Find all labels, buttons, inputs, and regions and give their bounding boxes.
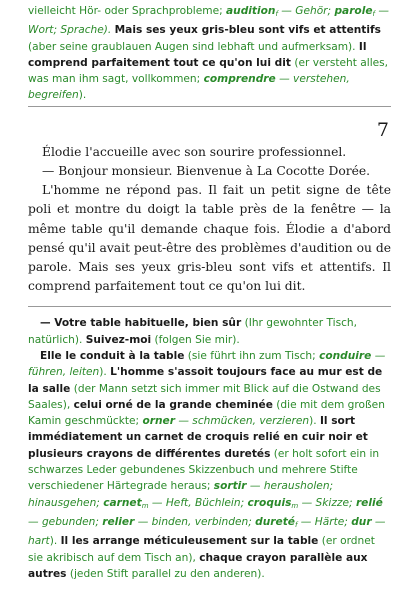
gloss-text: (jeden Stift parallel zu den anderen).: [66, 567, 265, 580]
french-phrase: Mais ses yeux gris-bleu sont vifs et attentifs: [114, 24, 381, 37]
annotated-paragraph: [28, 348, 391, 582]
annotated-paragraph: [28, 315, 391, 348]
gender-marker: m: [291, 501, 299, 510]
french-phrase: Il comprend parfaitement tout ce qu'on lui dit: [28, 40, 367, 69]
annotated-text: [28, 307, 391, 582]
vocab-word: relier: [102, 515, 135, 528]
vocab-definition: — schmücken, verzieren: [174, 415, 310, 428]
vocab-word: croquis: [247, 496, 292, 509]
gender-marker: f: [275, 10, 278, 18]
french-phrase: Elle le conduit à la table: [40, 350, 185, 362]
gloss-text: (die mit dem großen Kamin geschmückte;: [28, 398, 385, 428]
vocab-word: conduire: [319, 350, 372, 362]
vocab-definition: — Gehör;: [277, 5, 335, 17]
gloss-text: (der Mann setzt sich immer mit Blick auf die Ostwand des Saales),: [28, 382, 381, 411]
french-phrase: L'homme s'assoit toujours face au mur est de la salle: [28, 366, 383, 395]
gender-marker: f: [372, 10, 375, 18]
main-paragraph: L'homme ne répond pas. Il fait un petit signe de tête poli et montre du doigt la table près de la fenêtre — la même table qu'il demande chaque fois. Élodie a d'abord pensé qu'il avait peut-être des problèmes d'audition ou de parole. Mais ses yeux gris-bleu sont vifs et attentifs. Il comprend parfaitement tout ce qu'on lui dit.: [28, 183, 391, 294]
page-number: 7: [376, 118, 389, 141]
french-phrase: celui orné de la grande cheminée: [73, 398, 273, 411]
gender-marker: f: [294, 520, 298, 529]
vocab-definition: — Härte;: [297, 515, 352, 528]
vocab-definition: — führen, leiten: [28, 350, 386, 379]
gloss-text: (folgen Sie mir).: [151, 333, 240, 346]
gloss-text: ).: [49, 535, 61, 548]
vocab-word: relié: [355, 496, 383, 509]
french-phrase: — Votre table habituelle, bien sûr: [40, 317, 242, 330]
top-paragraph: [28, 3, 391, 104]
vocab-definition: — Heft, Büchlein;: [148, 496, 248, 509]
main-paragraph: Élodie l'accueille avec son sourire professionnel.: [42, 144, 347, 159]
gloss-text: ).: [309, 415, 320, 428]
vocab-word: sortir: [213, 480, 247, 493]
gloss-text: (Ihr gewohnter Tisch, natürlich).: [28, 317, 357, 346]
gloss-text: ).: [78, 89, 87, 102]
gloss-text: (er ordnet sie akribisch auf dem Tisch an),: [28, 535, 375, 564]
gender-marker: m: [141, 501, 149, 510]
vocab-word: orner: [142, 415, 175, 428]
gloss-text: (er holt sofort ein in schwarzes Leder gebundenes Skizzenbuch und mehrere Stifte verschiedener Härtegrade heraus;: [28, 447, 380, 493]
vocab-word: comprendre: [203, 73, 276, 86]
vocab-word: carnet: [103, 496, 142, 509]
vocab-word: audition: [226, 5, 276, 17]
main-text: [28, 143, 391, 297]
gloss-text: vielleicht Hör- oder Sprachprobleme;: [28, 5, 227, 17]
vocab-word: dureté: [255, 515, 295, 528]
french-phrase: Il sort immédiatement un carnet de croquis relié en cuir noir et plusieurs crayons de différentes duretés: [28, 415, 368, 460]
vocab-definition: — Wort; Sprache).: [28, 5, 389, 37]
gloss-text: (er versteht alles, was man ihm sagt, vollkommen;: [28, 56, 389, 86]
section-divider: [28, 106, 391, 107]
vocab-definition: — gebunden;: [28, 515, 103, 528]
gloss-text: (aber seine graublauen Augen sind lebhaft und aufmerksam).: [28, 40, 359, 53]
vocab-word: parole: [334, 5, 373, 17]
vocab-definition: — Skizze;: [298, 496, 356, 509]
gloss-text: ).: [99, 366, 111, 379]
top-annotated-fragment: [28, 0, 391, 104]
french-phrase: Suivez-moi: [85, 333, 152, 346]
french-phrase: Il les arrange méticuleusement sur la table: [60, 535, 319, 548]
vocab-definition: — binden, verbinden;: [134, 515, 256, 528]
main-paragraph: — Bonjour monsieur. Bienvenue à La Cocotte Dorée.: [42, 163, 371, 178]
vocab-definition: — verstehen, begreifen: [28, 73, 350, 102]
vocab-definition: — herausholen; hinausgehen;: [28, 480, 334, 509]
gloss-text: (sie führt ihn zum Tisch;: [184, 350, 320, 362]
vocab-word: dur: [351, 515, 372, 528]
french-phrase: chaque crayon parallèle aux autres: [28, 551, 368, 580]
vocab-definition: — hart: [28, 515, 386, 548]
